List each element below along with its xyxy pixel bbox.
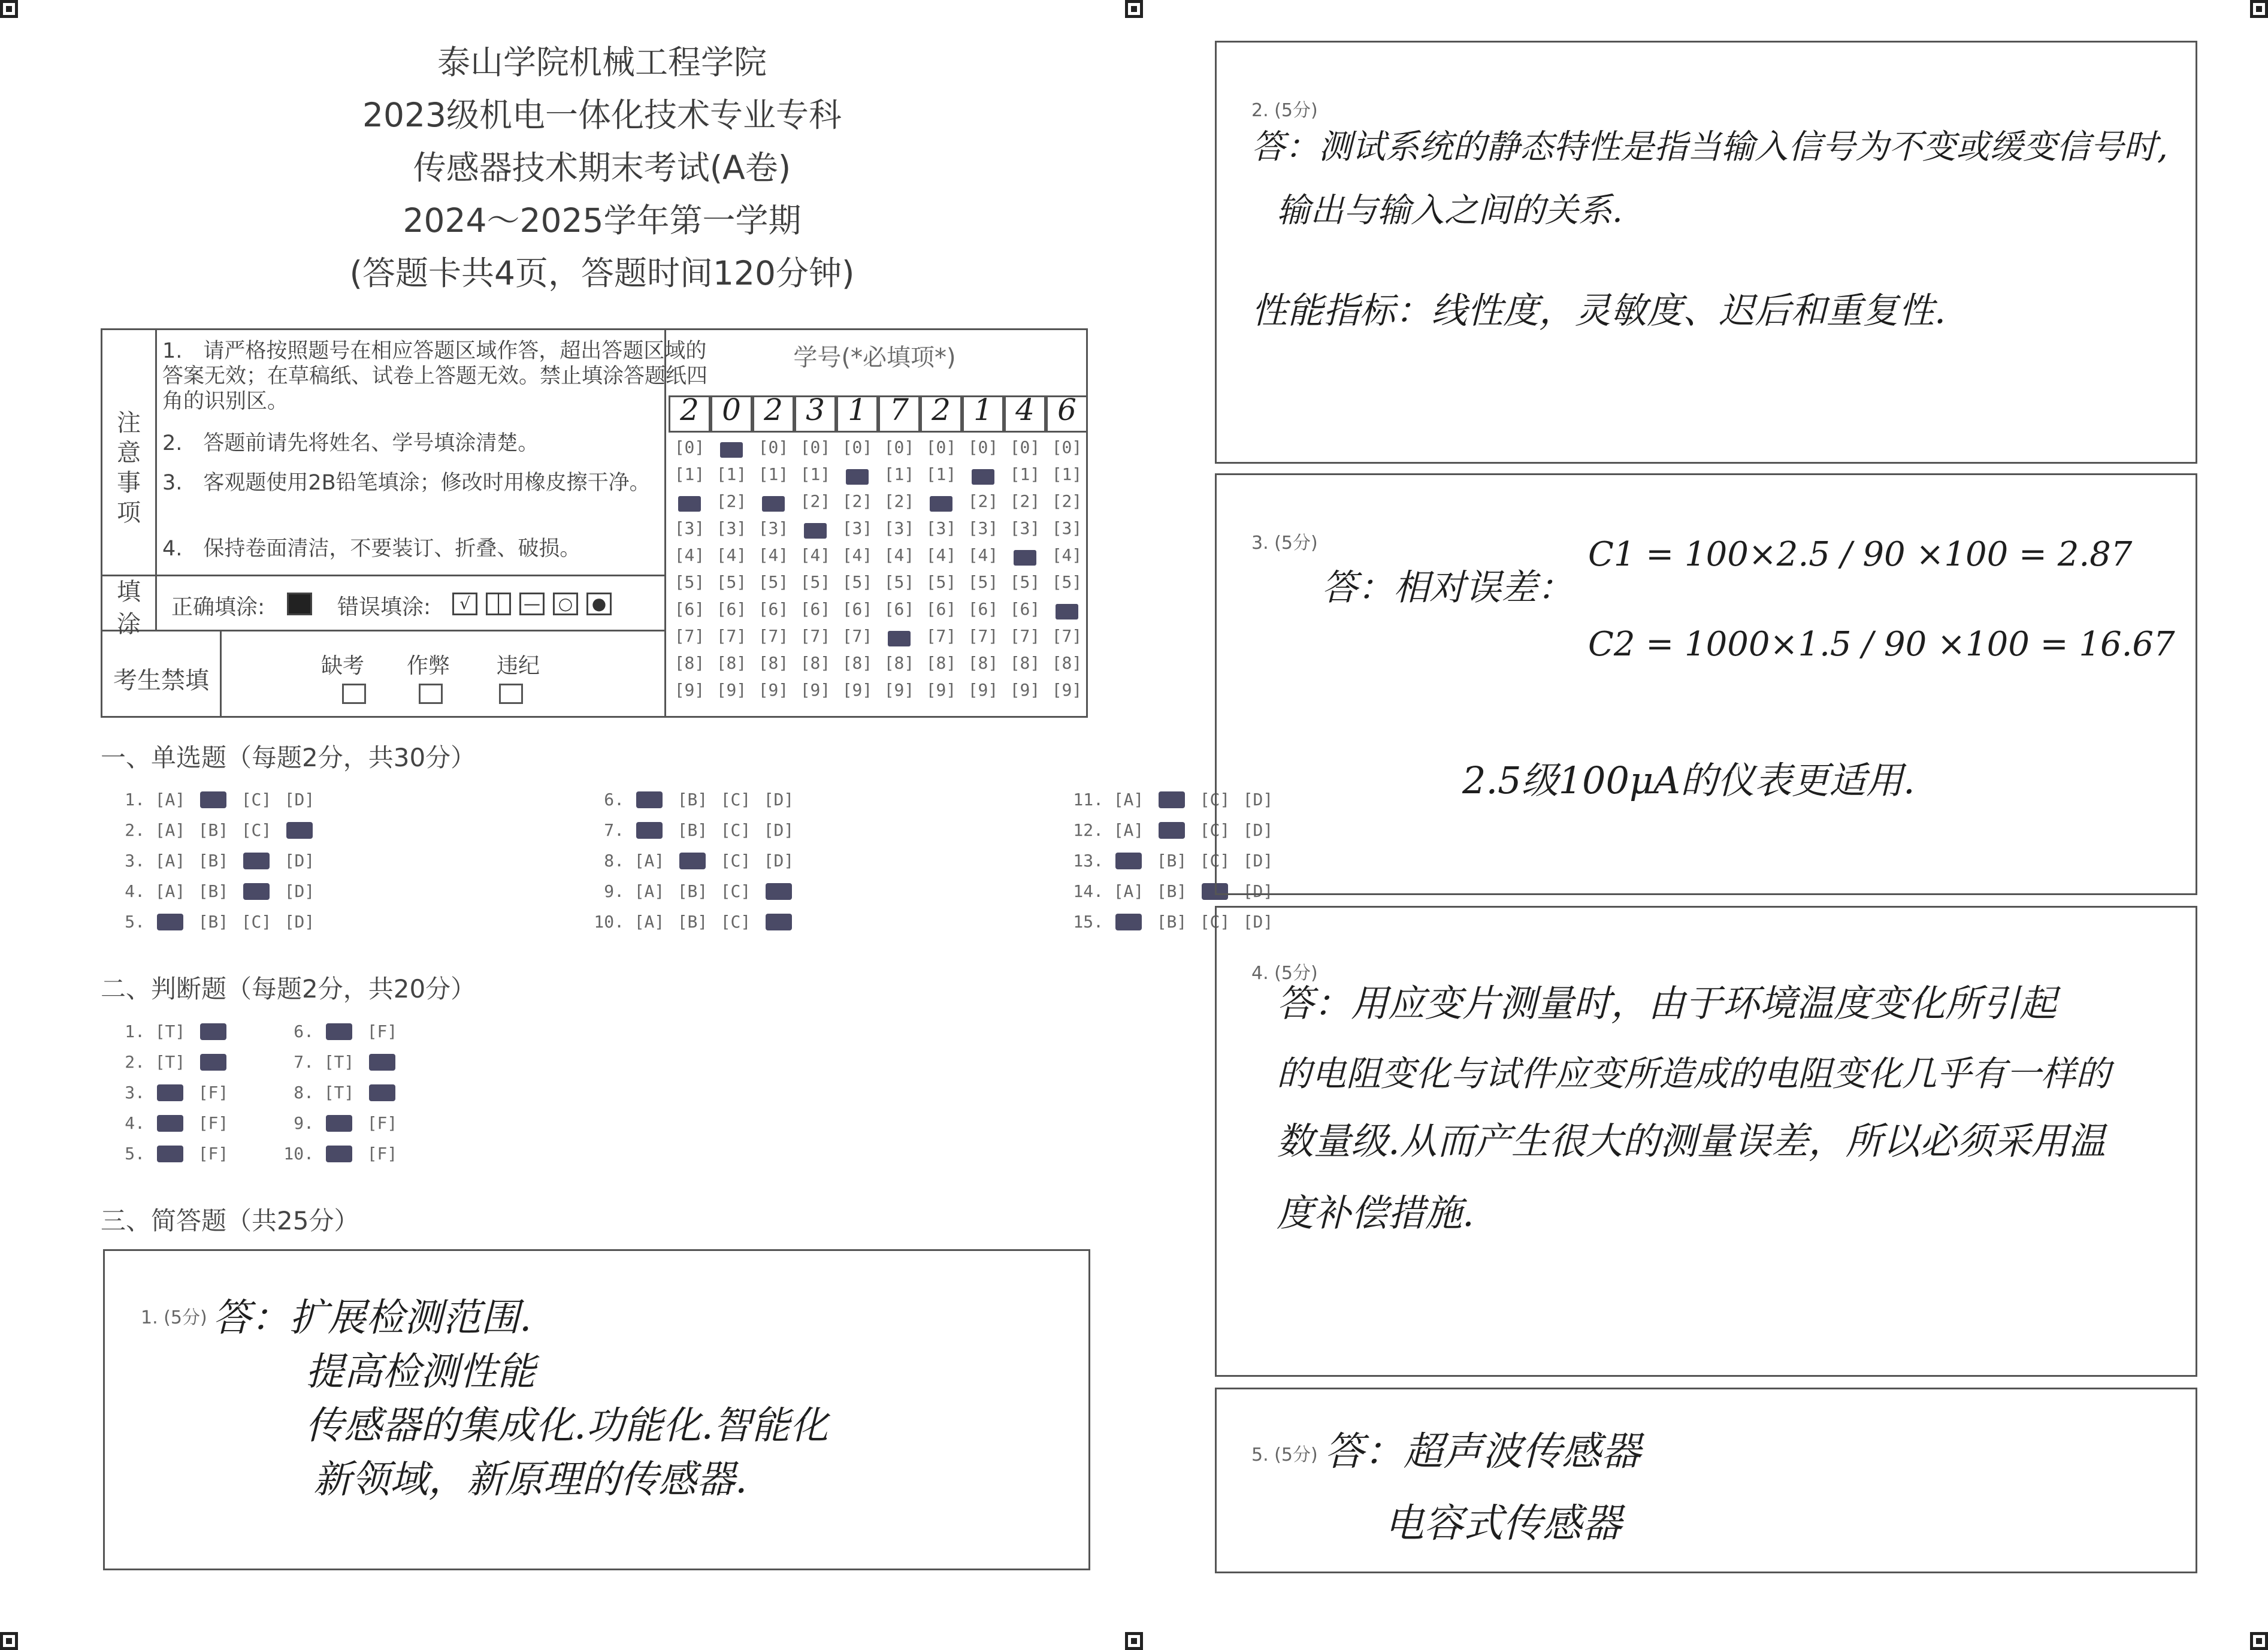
student-id-bubble[interactable]: [7] <box>800 626 831 646</box>
single-choice-question <box>587 881 800 901</box>
student-id-bubble[interactable]: [0] <box>800 437 831 457</box>
choice-bubble[interactable]: [D] <box>763 851 794 871</box>
forbid-label: 考生禁填 <box>113 667 209 694</box>
question-number: 1. <box>125 1022 145 1041</box>
question-number: 3. <box>125 851 145 871</box>
answer-2-line-1: 答：测试系统的静态特性是指当输入信号为不变或缓变信号时, <box>1251 128 2168 167</box>
choice-bubble[interactable] <box>149 912 192 932</box>
forbid-cheat-label: 作弊 <box>407 654 450 678</box>
choice-bubble[interactable]: [B] <box>198 881 229 901</box>
student-id-bubble[interactable]: [4] <box>926 545 957 565</box>
choice-bubble[interactable]: [B] <box>198 851 229 871</box>
student-id-bubble[interactable]: [3] <box>926 518 957 538</box>
answer-2-line-2: 输出与输入之间的关系. <box>1277 191 1623 230</box>
exam-title: 传感器技术期末考试(A卷) <box>413 149 791 187</box>
choice-bubble[interactable]: [B] <box>198 820 229 840</box>
student-id-bubble[interactable]: [9] <box>1009 680 1041 700</box>
student-id-bubble[interactable] <box>752 491 794 511</box>
student-id-bubble[interactable]: [8] <box>926 653 957 673</box>
forbid-absent-checkbox[interactable] <box>342 684 366 704</box>
student-id-bubble[interactable]: [1] <box>716 464 747 484</box>
question-number: 3. <box>125 1083 145 1102</box>
choice-bubble[interactable]: [B] <box>677 912 708 932</box>
student-id-bubble[interactable]: [3] <box>758 518 789 538</box>
student-id-bubble[interactable]: [0] <box>926 437 957 457</box>
student-id-bubble[interactable]: [5] <box>926 572 957 592</box>
question-number: 15. <box>1073 912 1103 932</box>
student-id-bubble[interactable] <box>836 464 878 484</box>
student-id-bubble[interactable]: [9] <box>926 680 957 700</box>
judge-bubble[interactable]: [T] <box>155 1022 186 1041</box>
choice-bubble[interactable]: [A] <box>155 820 186 840</box>
choice-bubble[interactable] <box>1150 820 1193 840</box>
answer-1-label: 1. (5分) <box>141 1307 207 1328</box>
student-id-bubble[interactable]: [0] <box>842 437 873 457</box>
question-number: 7. <box>604 820 624 840</box>
answer-4-line-1: 答：用应变片测量时，由于环境温度变化所引起 <box>1277 981 2057 1025</box>
student-id-bubble[interactable]: [8] <box>884 653 915 673</box>
answer-box-1[interactable] <box>103 1249 1090 1570</box>
student-id-bubble[interactable]: [8] <box>1051 653 1082 673</box>
student-id-bubble[interactable]: [5] <box>758 572 789 592</box>
single-choice-question <box>587 912 800 932</box>
student-id-bubble[interactable]: [2] <box>1009 491 1041 511</box>
student-id-digit: 7 <box>890 392 909 427</box>
forbid-cheat-checkbox[interactable] <box>419 684 443 704</box>
choice-bubble[interactable]: [D] <box>284 881 315 901</box>
choice-bubble[interactable]: [C] <box>241 912 272 932</box>
wrong-sample-bar: │ <box>486 593 511 615</box>
choice-bubble[interactable]: [C] <box>720 912 751 932</box>
student-id-bubble[interactable]: [0] <box>884 437 915 457</box>
choice-bubble[interactable]: [A] <box>155 790 186 809</box>
student-id-bubble[interactable]: [2] <box>967 491 999 511</box>
student-id-bubble[interactable]: [3] <box>1051 518 1082 538</box>
student-id-bubble[interactable]: [9] <box>716 680 747 700</box>
judge-bubble[interactable] <box>317 1113 361 1133</box>
choice-bubble[interactable] <box>757 912 800 932</box>
student-id-bubble[interactable]: [6] <box>758 599 789 619</box>
judge-bubble[interactable]: [F] <box>367 1113 398 1133</box>
student-id-bubble[interactable] <box>1046 599 1088 619</box>
answer-1-line-1: 答：扩展检测范围. <box>213 1296 532 1340</box>
choice-bubble[interactable]: [C] <box>720 790 751 809</box>
student-id-bubble[interactable]: [8] <box>716 653 747 673</box>
choice-bubble[interactable] <box>278 820 321 840</box>
answer-3-line-4: 2.5级100μA的仪表更适用. <box>1462 758 1915 802</box>
notice-label <box>108 408 149 528</box>
student-id-digit: 0 <box>722 392 741 427</box>
student-id-digit: 1 <box>973 392 993 427</box>
choice-bubble[interactable]: [B] <box>198 912 229 932</box>
student-id-digit: 2 <box>764 392 783 427</box>
student-id-bubble[interactable]: [9] <box>800 680 831 700</box>
choice-bubble[interactable]: [D] <box>284 790 315 809</box>
question-number: 9. <box>294 1113 314 1133</box>
student-id-bubble[interactable]: [4] <box>716 545 747 565</box>
question-number: 12. <box>1073 820 1103 840</box>
student-id-bubble[interactable] <box>669 491 710 511</box>
answer-5-line-1: 答：超声波传感器 <box>1324 1428 1641 1474</box>
student-id-digit: 2 <box>680 392 699 427</box>
choice-bubble[interactable]: [C] <box>241 790 272 809</box>
judge-bubble[interactable]: [F] <box>367 1022 398 1041</box>
answer-box-4[interactable] <box>1215 906 2197 1377</box>
choice-bubble[interactable]: [D] <box>763 790 794 809</box>
student-id-bubble[interactable]: [9] <box>758 680 789 700</box>
student-id-bubble[interactable]: [4] <box>842 545 873 565</box>
choice-bubble[interactable]: [C] <box>1199 912 1230 932</box>
choice-bubble[interactable] <box>192 790 235 809</box>
question-number: 2. <box>125 820 145 840</box>
student-id-bubble[interactable]: [5] <box>800 572 831 592</box>
fill-label <box>108 576 149 640</box>
student-id-bubble[interactable]: [7] <box>716 626 747 646</box>
answer-1-line-3: 传感器的集成化.功能化.智能化 <box>306 1404 828 1448</box>
choice-bubble[interactable]: [B] <box>677 881 708 901</box>
answer-5-line-2: 电容式传感器 <box>1384 1500 1622 1546</box>
question-number: 2. <box>125 1052 145 1072</box>
notice-label-text: 注意事项 <box>117 409 141 527</box>
student-id-bubble[interactable]: [9] <box>967 680 999 700</box>
corner-mark-bottom-middle <box>1125 1632 1143 1650</box>
student-id-bubble[interactable] <box>920 491 962 511</box>
judge-question <box>108 1144 235 1164</box>
choice-bubble[interactable]: [C] <box>241 820 272 840</box>
student-id-bubble[interactable]: [6] <box>716 599 747 619</box>
student-id-bubble[interactable] <box>710 437 752 457</box>
student-id-bubble[interactable]: [8] <box>800 653 831 673</box>
student-id-digit: 3 <box>806 392 825 427</box>
student-id-bubble[interactable]: [1] <box>1009 464 1041 484</box>
question-number: 1. <box>125 790 145 809</box>
choice-bubble[interactable]: [D] <box>1242 851 1274 871</box>
notice-item-4: 4. 保持卷面清洁，不要装订、折叠、破损。 <box>162 537 581 561</box>
student-id-bubble[interactable]: [8] <box>1009 653 1041 673</box>
fill-correct-sample <box>287 593 312 615</box>
choice-bubble[interactable] <box>628 790 671 809</box>
single-choice-question <box>108 820 321 840</box>
judge-bubble[interactable] <box>361 1083 404 1102</box>
answer-4-line-4: 度补偿措施. <box>1277 1191 1474 1235</box>
student-id-bubble[interactable]: [8] <box>758 653 789 673</box>
student-id-bubble[interactable]: [3] <box>1009 518 1041 538</box>
answer-1-line-4: 新领域，新原理的传感器. <box>313 1458 748 1502</box>
student-id-bubble[interactable]: [9] <box>884 680 915 700</box>
student-id-bubble[interactable] <box>794 518 836 538</box>
answer-3-line-1: 答：相对误差： <box>1322 567 1573 609</box>
single-choice-question <box>587 820 800 840</box>
wrong-sample-dot: ● <box>586 593 612 615</box>
student-id-bubble[interactable]: [7] <box>1051 626 1082 646</box>
student-id-bubble[interactable]: [2] <box>1051 491 1082 511</box>
student-id-bubble[interactable]: [5] <box>967 572 999 592</box>
answer-3-line-2: C1 = 100×2.5 / 90 ×100 = 2.87 <box>1588 535 2133 574</box>
student-id-bubble[interactable]: [2] <box>884 491 915 511</box>
question-number: 4. <box>125 1113 145 1133</box>
student-id-bubble[interactable]: [5] <box>1051 572 1082 592</box>
choice-bubble[interactable]: [D] <box>1242 881 1274 901</box>
judge-question <box>108 1052 235 1072</box>
student-id-bubble[interactable]: [5] <box>716 572 747 592</box>
judge-question <box>108 1113 235 1133</box>
answer-3-line-3: C2 = 1000×1.5 / 90 ×100 = 16.67 <box>1588 625 2175 664</box>
single-choice-question <box>108 790 321 809</box>
single-choice-question <box>587 851 800 871</box>
judge-bubble[interactable] <box>361 1052 404 1072</box>
student-id-bubble[interactable]: [7] <box>926 626 957 646</box>
choice-bubble[interactable] <box>628 820 671 840</box>
wrong-sample-dash: — <box>519 593 545 615</box>
question-number: 5. <box>125 912 145 932</box>
choice-bubble[interactable]: [A] <box>1113 820 1144 840</box>
single-choice-question <box>108 851 321 871</box>
student-id-bubble[interactable]: [8] <box>967 653 999 673</box>
choice-bubble[interactable] <box>235 851 278 871</box>
student-id-digit: 4 <box>1015 392 1035 427</box>
judge-bubble[interactable] <box>317 1022 361 1041</box>
answer-4-label: 4. (5分) <box>1251 963 1318 984</box>
corner-mark-bottom-left <box>0 1632 18 1650</box>
fill-correct-label: 正确填涂: <box>171 595 265 619</box>
choice-bubble[interactable]: [C] <box>1199 790 1230 809</box>
single-choice-question <box>587 790 800 809</box>
fill-wrong-label: 错误填涂: <box>337 595 431 619</box>
student-id-bubble[interactable]: [4] <box>884 545 915 565</box>
student-id-bubble[interactable]: [7] <box>758 626 789 646</box>
student-id-bubble[interactable]: [0] <box>1051 437 1082 457</box>
question-number: 6. <box>294 1022 314 1041</box>
choice-bubble[interactable] <box>1107 912 1150 932</box>
choice-bubble[interactable]: [C] <box>720 851 751 871</box>
judge-question <box>277 1113 404 1133</box>
notice-item-3: 3. 客观题使用2B铅笔填涂；修改时用橡皮擦干净。 <box>162 471 651 495</box>
judge-question <box>108 1083 235 1102</box>
student-id-bubble[interactable]: [6] <box>967 599 999 619</box>
judge-bubble[interactable]: [F] <box>198 1144 229 1164</box>
choice-bubble[interactable]: [D] <box>763 820 794 840</box>
notice-item-1: 1. 请严格按照题号在相应答题区域作答，超出答题区域的答案无效；在草稿纸、试卷上答题无效。禁止填涂答题纸四角的识别区。 <box>162 339 708 413</box>
question-number: 8. <box>294 1083 314 1102</box>
student-id-bubble[interactable] <box>878 626 920 646</box>
question-number: 8. <box>604 851 624 871</box>
judge-bubble[interactable]: [F] <box>367 1144 398 1164</box>
forbid-absent-label: 缺考 <box>321 654 365 678</box>
wrong-sample-check: √ <box>452 593 477 615</box>
student-id-digit: 6 <box>1057 392 1076 427</box>
judge-question <box>277 1052 404 1072</box>
student-id-bubble[interactable]: [9] <box>842 680 873 700</box>
answer-2-line-3: 性能指标：线性度，灵敏度、迟后和重复性. <box>1251 290 1946 332</box>
choice-bubble[interactable]: [A] <box>1113 881 1144 901</box>
choice-bubble[interactable] <box>1107 851 1150 871</box>
choice-bubble[interactable]: [A] <box>634 881 665 901</box>
answer-5-label: 5. (5分) <box>1251 1444 1318 1465</box>
judge-bubble[interactable]: [T] <box>323 1083 355 1102</box>
choice-bubble[interactable] <box>235 881 278 901</box>
section-judge: 二、判断题（每题2分，共20分） <box>101 974 476 1004</box>
wrong-sample-circle: ○ <box>553 593 578 615</box>
judge-bubble[interactable]: [F] <box>198 1083 229 1102</box>
choice-bubble[interactable]: [D] <box>1242 820 1274 840</box>
student-id-digit: 2 <box>932 392 951 427</box>
student-id-bubble[interactable]: [1] <box>884 464 915 484</box>
judge-question <box>277 1083 404 1102</box>
judge-question <box>108 1022 235 1041</box>
choice-bubble[interactable]: [D] <box>284 851 315 871</box>
student-id-bubble[interactable]: [7] <box>842 626 873 646</box>
student-id-bubble[interactable]: [3] <box>842 518 873 538</box>
choice-bubble[interactable]: [B] <box>1156 912 1187 932</box>
student-id-bubble[interactable]: [1] <box>758 464 789 484</box>
student-id-bubble[interactable]: [8] <box>674 653 705 673</box>
answer-1-line-2: 提高检测性能 <box>306 1350 536 1394</box>
student-id-bubble[interactable]: [3] <box>967 518 999 538</box>
single-choice-question <box>108 912 321 932</box>
question-number: 9. <box>604 881 624 901</box>
exam-note: (答题卡共4页，答题时间120分钟) <box>349 254 855 292</box>
question-number: 6. <box>604 790 624 809</box>
choice-bubble[interactable]: [B] <box>677 790 708 809</box>
student-id-bubble[interactable]: [5] <box>1009 572 1041 592</box>
student-id-bubble[interactable]: [4] <box>800 545 831 565</box>
judge-question <box>277 1144 404 1164</box>
corner-mark-top-left <box>0 0 18 18</box>
choice-bubble[interactable]: [B] <box>677 820 708 840</box>
student-id-bubble[interactable]: [4] <box>758 545 789 565</box>
student-id-bubble[interactable] <box>1004 545 1046 565</box>
choice-bubble[interactable]: [C] <box>720 881 751 901</box>
choice-bubble[interactable]: [A] <box>1113 790 1144 809</box>
student-id-bubble[interactable]: [6] <box>926 599 957 619</box>
judge-bubble[interactable]: [T] <box>155 1052 186 1072</box>
student-id-bubble[interactable]: [6] <box>842 599 873 619</box>
student-id-bubble[interactable]: [5] <box>674 572 705 592</box>
question-number: 5. <box>125 1144 145 1164</box>
student-id-bubble[interactable]: [0] <box>967 437 999 457</box>
forbid-violation-checkbox[interactable] <box>499 684 523 704</box>
judge-bubble[interactable] <box>192 1052 235 1072</box>
student-id-bubble[interactable]: [6] <box>674 599 705 619</box>
major-name: 2023级机电一体化技术专业专科 <box>362 96 842 134</box>
corner-mark-top-middle <box>1125 0 1143 18</box>
student-id-bubble[interactable]: [7] <box>967 626 999 646</box>
student-id-bubble[interactable]: [0] <box>758 437 789 457</box>
choice-bubble[interactable]: [D] <box>1242 790 1274 809</box>
student-id-bubble[interactable]: [2] <box>716 491 747 511</box>
student-id-bubble[interactable]: [4] <box>967 545 999 565</box>
single-choice-question <box>108 881 321 901</box>
judge-bubble[interactable] <box>192 1022 235 1041</box>
judge-bubble[interactable]: [F] <box>198 1113 229 1133</box>
student-id-bubble[interactable]: [3] <box>716 518 747 538</box>
student-id-bubble[interactable]: [4] <box>674 545 705 565</box>
student-id-bubble[interactable]: [6] <box>800 599 831 619</box>
choice-bubble[interactable]: [C] <box>720 820 751 840</box>
judge-question <box>277 1022 404 1041</box>
choice-bubble[interactable] <box>757 881 800 901</box>
question-number: 10. <box>283 1144 314 1164</box>
student-id-bubble[interactable]: [1] <box>674 464 705 484</box>
choice-bubble[interactable]: [B] <box>1156 881 1187 901</box>
answer-3-label: 3. (5分) <box>1251 533 1318 554</box>
judge-bubble[interactable] <box>149 1144 192 1164</box>
choice-bubble[interactable] <box>1150 790 1193 809</box>
answer-box-3[interactable] <box>1215 473 2197 895</box>
choice-bubble[interactable]: [C] <box>1199 820 1230 840</box>
student-id-digit: 1 <box>848 392 867 427</box>
student-id-bubble[interactable]: [9] <box>1051 680 1082 700</box>
student-id-bubble[interactable]: [5] <box>884 572 915 592</box>
student-id-bubble[interactable]: [8] <box>842 653 873 673</box>
corner-mark-bottom-right <box>2250 1632 2268 1650</box>
notice-item-2: 2. 答题前请先将姓名、学号填涂清楚。 <box>162 431 539 455</box>
question-number: 7. <box>294 1052 314 1072</box>
judge-bubble[interactable] <box>317 1144 361 1164</box>
question-number: 13. <box>1073 851 1103 871</box>
choice-bubble[interactable]: [A] <box>155 851 186 871</box>
question-number: 14. <box>1073 881 1103 901</box>
section-single-choice: 一、单选题（每题2分，共30分） <box>101 743 476 772</box>
choice-bubble[interactable]: [A] <box>155 881 186 901</box>
answer-4-line-2: 的电阻变化与试件应变所造成的电阻变化几乎有一样的 <box>1277 1053 2111 1094</box>
section-short-answer: 三、简答题（共25分） <box>101 1206 359 1235</box>
judge-bubble[interactable] <box>149 1083 192 1102</box>
student-id-bubble[interactable] <box>962 464 1004 484</box>
question-number: 4. <box>125 881 145 901</box>
choice-bubble[interactable]: [A] <box>634 912 665 932</box>
student-id-bubble[interactable]: [7] <box>1009 626 1041 646</box>
answer-4-line-3: 数量级.从而产生很大的测量误差，所以必须采用温 <box>1277 1119 2106 1163</box>
choice-bubble[interactable] <box>671 851 714 871</box>
student-id-bubble[interactable]: [1] <box>800 464 831 484</box>
student-id-bubble[interactable]: [1] <box>1051 464 1082 484</box>
answer-2-label: 2. (5分) <box>1251 100 1318 121</box>
student-id-bubble[interactable]: [4] <box>1051 545 1082 565</box>
choice-bubble[interactable]: [D] <box>1242 912 1274 932</box>
judge-bubble[interactable] <box>149 1113 192 1133</box>
student-id-bubble[interactable]: [0] <box>674 437 705 457</box>
fill-label-text: 填涂 <box>117 578 141 638</box>
answer-box-5[interactable] <box>1215 1388 2197 1573</box>
question-number: 11. <box>1073 790 1103 809</box>
student-id-bubble[interactable]: [3] <box>884 518 915 538</box>
forbid-violation-label: 违纪 <box>497 654 540 678</box>
student-id-bubble[interactable]: [1] <box>926 464 957 484</box>
student-id-bubble[interactable]: [5] <box>842 572 873 592</box>
school-name: 泰山学院机械工程学院 <box>437 43 767 81</box>
corner-mark-top-right <box>2250 0 2268 18</box>
student-id-bubble[interactable]: [3] <box>674 518 705 538</box>
student-id-bubble[interactable]: [6] <box>1009 599 1041 619</box>
judge-bubble[interactable]: [T] <box>323 1052 355 1072</box>
student-id-bubble[interactable]: [2] <box>800 491 831 511</box>
student-id-bubble[interactable]: [7] <box>674 626 705 646</box>
choice-bubble[interactable]: [D] <box>284 912 315 932</box>
student-id-bubble[interactable]: [6] <box>884 599 915 619</box>
choice-bubble[interactable]: [C] <box>1199 851 1230 871</box>
student-id-title: 学号(*必填项*) <box>793 344 956 371</box>
student-id-bubble[interactable]: [0] <box>1009 437 1041 457</box>
choice-bubble[interactable]: [A] <box>634 851 665 871</box>
student-id-bubble[interactable]: [9] <box>674 680 705 700</box>
choice-bubble[interactable]: [B] <box>1156 851 1187 871</box>
answer-box-2[interactable] <box>1215 41 2197 464</box>
question-number: 10. <box>594 912 624 932</box>
student-id-bubble[interactable]: [2] <box>842 491 873 511</box>
exam-term: 2024～2025学年第一学期 <box>403 201 802 240</box>
